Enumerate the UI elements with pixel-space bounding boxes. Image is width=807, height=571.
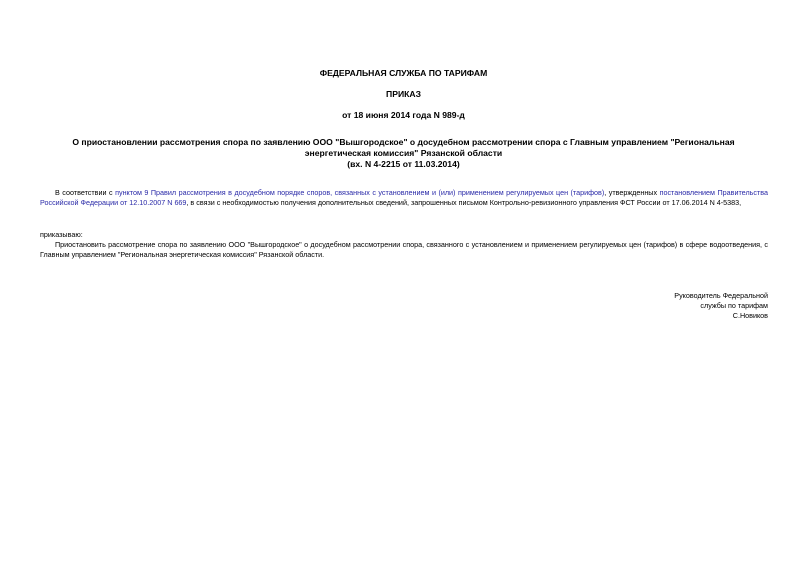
rules-clause-link[interactable]: пунктом 9 Правил рассмотрения в досудебном порядке споров, связанных с установлением и (или) применением регулируемых цен (тарифов): [115, 188, 605, 197]
order-paragraph: Приостановить рассмотрение спора по заявлению ООО "Вышгородское" о досудебном рассмотрении спора, связанного с установлением и применением регулируемых цен (тарифов) в сфере водоотведения, с Главным управлением "Региональная энергетическая комиссия" Рязанской области.: [40, 240, 768, 259]
government-decree-link[interactable]: постановлением Правительства Российской Федерации от 12.10.2007 N 669: [40, 188, 768, 207]
preamble-paragraph: [40, 188, 768, 208]
title-line-1: О приостановлении рассмотрения спора по заявлению ООО "Вышгородское" о досудебном рассмотрении спора с Главным управлением "Региональная: [72, 137, 735, 147]
title-line-2: энергетическая комиссия" Рязанской области: [304, 148, 503, 158]
order-word: приказываю:: [40, 230, 83, 239]
signature-position-line1: Руководитель Федеральной: [674, 291, 768, 300]
document-date: от 18 июня 2014 года N 989-д: [342, 110, 465, 120]
document-type: ПРИКАЗ: [386, 89, 421, 99]
preamble-text-middle: , утвержденных: [604, 188, 660, 197]
agency-name: ФЕДЕРАЛЬНАЯ СЛУЖБА ПО ТАРИФАМ: [319, 68, 488, 78]
title-line-3: (вх. N 4-2215 от 11.03.2014): [347, 159, 460, 169]
document-title: [40, 137, 767, 170]
signature-position-line2: службы по тарифам: [700, 301, 768, 310]
signature-name: С.Новиков: [732, 311, 768, 320]
signature-block: [674, 291, 768, 321]
preamble-text-start: В соответствии с: [55, 188, 116, 197]
preamble-text-end: , в связи с необходимостью получения дополнительных сведений, запрошенных письмом Контрольно-ревизионного управления ФСТ России от 17.06.2014 N 4-5383,: [186, 198, 742, 207]
